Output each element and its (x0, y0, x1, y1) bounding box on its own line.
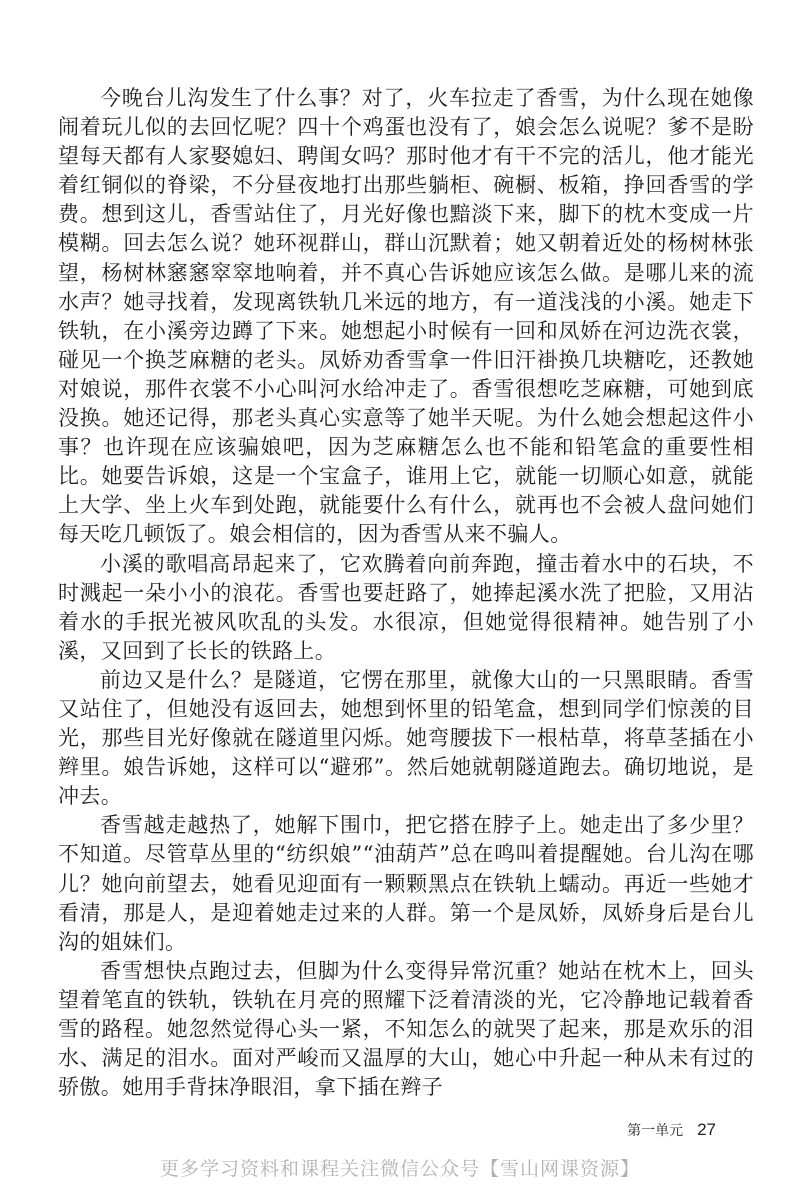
paragraph-4: 香雪越走越热了，她解下围巾，把它搭在脖子上。她走出了多少里？不知道。尽管草丛里的“纺织娘”“油葫芦”总在鸣叫着提醒她。台儿沟在哪儿？她向前望去，她看见迎面有一颗颗黑点在铁轨上蠕动。再近一些她才看清，那是人，是迎着她走过来的人群。第一个是凤娇，凤娇身后是台儿沟的姐妹们。 (58, 813, 754, 954)
paragraph-5: 香雪想快点跑过去，但脚为什么变得异常沉重？她站在枕木上，回头望着笔直的铁轨，铁轨在月亮的照耀下泛着清淡的光，它冷静地记载着香雪的路程。她忽然觉得心头一紧，不知怎么的就哭了起来，那是欢乐的泪水、满足的泪水。面对严峻而又温厚的大山，她心中升起一种从未有过的骄傲。她用手背抹净眼泪，拿下插在辫子 (58, 958, 754, 1100)
page-number: 27 (697, 1120, 716, 1139)
page-footer (627, 1120, 716, 1140)
paragraph-2: 小溪的歌唱高昂起来了，它欢腾着向前奔跑，撞击着水中的石块，不时溅起一朵小小的浪花。香雪也要赶路了，她捧起溪水洗了把脸，又用沾着水的手抿光被风吹乱的头发。水很凉，但她觉得很精神。她告别了小溪，又回到了长长的铁路上。 (58, 551, 754, 663)
paragraph-1: 今晚台儿沟发生了什么事？对了，火车拉走了香雪，为什么现在她像闹着玩儿似的去回忆呢？四十个鸡蛋也没有了，娘会怎么说呢？爹不是盼望每天都有人家娶媳妇、聘闺女吗？那时他才有干不完的活儿，他才能光着红铜似的脊梁，不分昼夜地打出那些躺柜、碗橱、板箱，挣回香雪的学费。想到这儿，香雪站住了，月光好像也黯淡下来，脚下的枕木变成一片模糊。回去怎么说？她环视群山，群山沉默着；她又朝着近处的杨树林张望，杨树林窸窸窣窣地响着，并不真心告诉她应该怎么做。是哪儿来的流水声？她寻找着，发现离铁轨几米远的地方，有一道浅浅的小溪。她走下铁轨，在小溪旁边蹲了下来。她想起小时候有一回和凤娇在河边洗衣裳，碰见一个换芝麻糖的老头。凤娇劝香雪拿一件旧汗褂换几块糖吃，还教她对娘说，那件衣裳不小心叫河水给冲走了。香雪很想吃芝麻糖，可她到底没换。她还记得，那老头真心实意等了她半天呢。为什么她会想起这件小事？也许现在应该骗娘吧，因为芝麻糖怎么也不能和铅笔盒的重要性相比。她要告诉娘，这是一个宝盒子，谁用上它，就能一切顺心如意，就能上大学、坐上火车到处跑，就能要什么有什么，就再也不会被人盘问她们每天吃几顿饭了。娘会相信的，因为香雪从来不骗人。 (58, 86, 754, 547)
watermark-text: 更多学习资料和课程关注微信公众号【雪山网课资源】 (159, 1158, 640, 1180)
unit-label: 第一单元 (627, 1123, 684, 1139)
body-text (58, 84, 754, 1102)
paragraph-3: 前边又是什么？是隧道，它愣在那里，就像大山的一只黑眼睛。香雪又站住了，但她没有返回去，她想到怀里的铅笔盒，想到同学们惊羡的目光，那些目光好像就在隧道里闪烁。她弯腰拔下一根枯草，将草茎插在小辫里。娘告诉她，这样可以“避邪”。然后她就朝隧道跑去。确切地说，是冲去。 (58, 667, 754, 809)
